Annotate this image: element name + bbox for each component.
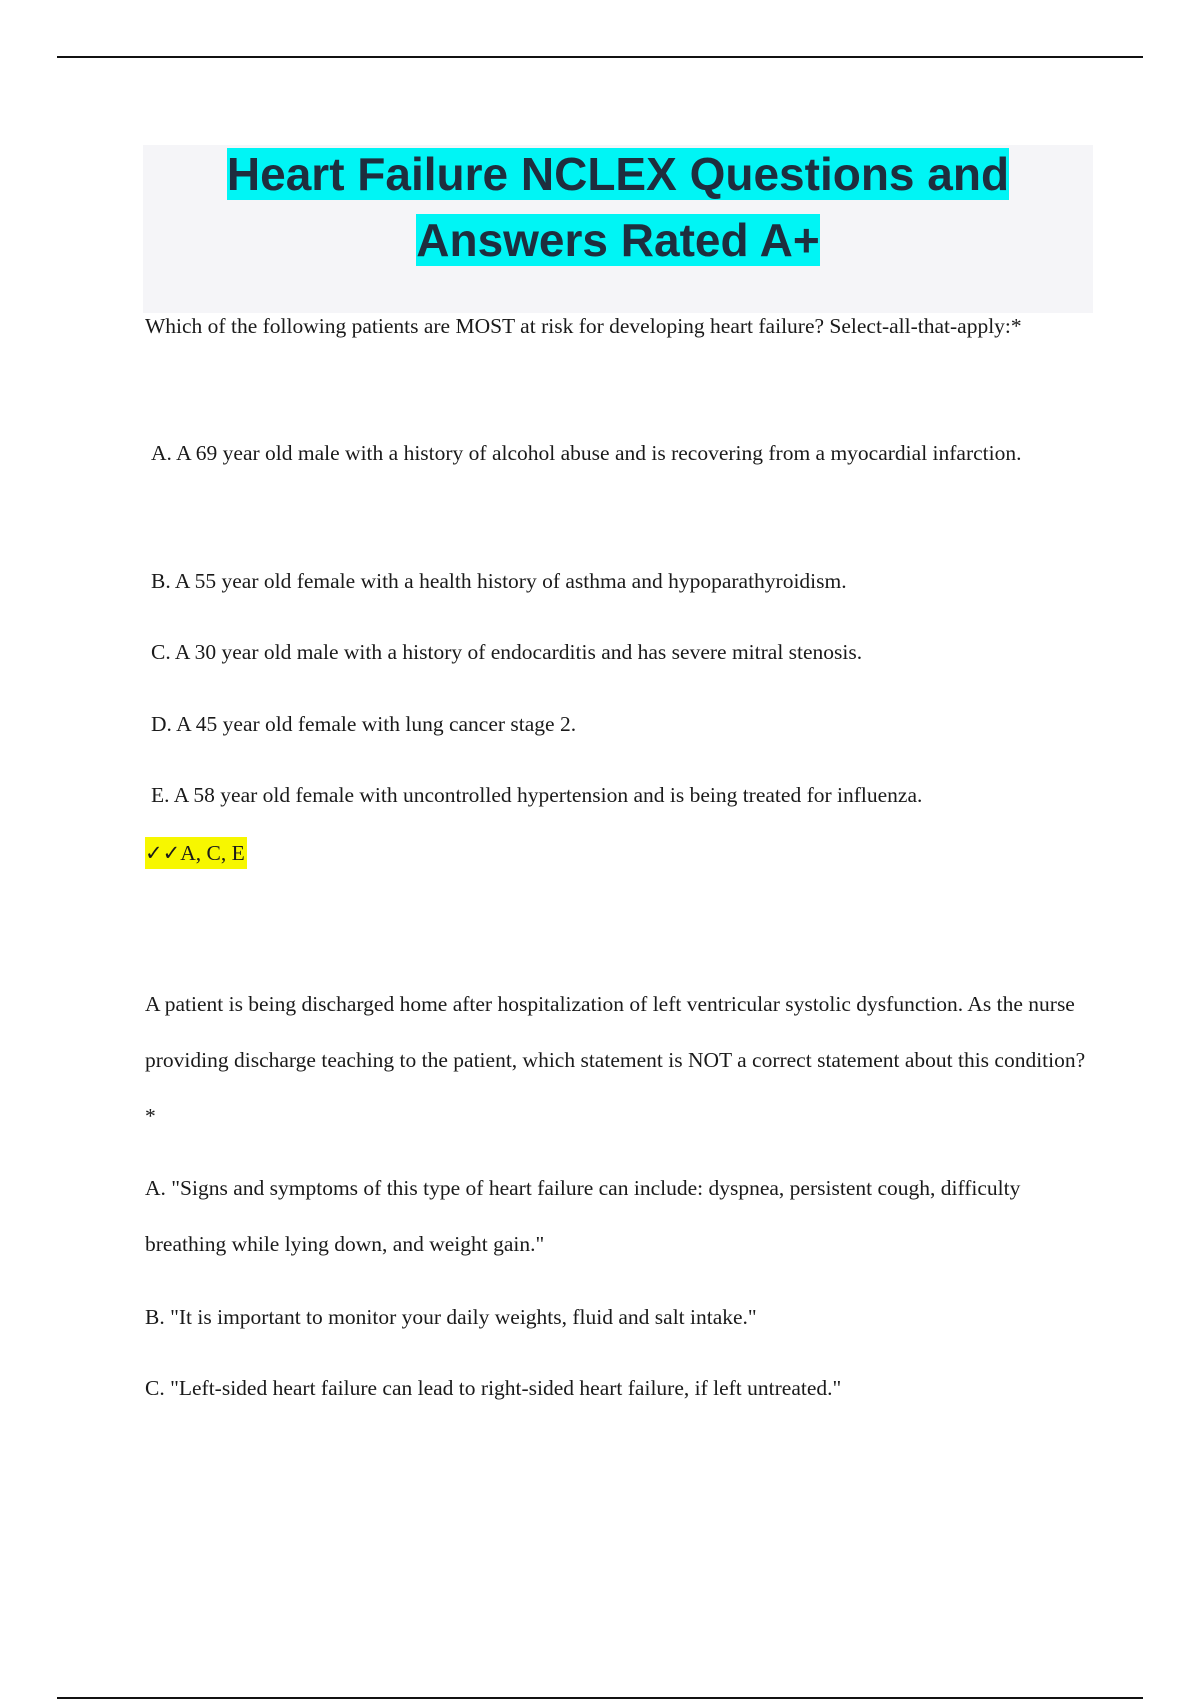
question-2-option-c: C. "Left-sided heart failure can lead to right-sided heart failure, if left untreated." xyxy=(145,1376,842,1400)
check-icon: ✓✓ xyxy=(145,841,181,865)
question-1-option-a: A. A 69 year old male with a history of alcohol abuse and is recovering from a myocardial infarction. xyxy=(151,441,1022,465)
bottom-divider xyxy=(57,1697,1143,1699)
question-1-prompt: Which of the following patients are MOST at risk for developing heart failure? Select-all-that-apply:* xyxy=(145,314,1022,338)
question-1-answer xyxy=(145,837,247,869)
question-2-option-b: B. "It is important to monitor your daily weights, fluid and salt intake." xyxy=(145,1305,757,1329)
question-1-answer-text: A, C, E xyxy=(180,841,245,865)
question-1-option-b: B. A 55 year old female with a health history of asthma and hypoparathyroidism. xyxy=(151,569,847,593)
question-2-option-a: A. "Signs and symptoms of this type of heart failure can include: dyspnea, persistent cough, difficulty breathing while lying down, and weight gain." xyxy=(145,1176,1021,1256)
top-divider xyxy=(57,56,1143,58)
question-1-option-d: D. A 45 year old female with lung cancer stage 2. xyxy=(151,712,577,736)
document-title: Heart Failure NCLEX Questions and Answers Rated A+ xyxy=(226,148,1010,266)
question-1-option-c: C. A 30 year old male with a history of endocarditis and has severe mitral stenosis. xyxy=(151,640,863,664)
title-banner xyxy=(143,145,1093,313)
question-1-option-e: E. A 58 year old female with uncontrolled hypertension and is being treated for influenza. xyxy=(151,783,923,807)
question-2-prompt: A patient is being discharged home after hospitalization of left ventricular systolic dysfunction. As the nurse providing discharge teaching to the patient, which statement is NOT a correct statement about this condition?* xyxy=(145,992,1086,1128)
